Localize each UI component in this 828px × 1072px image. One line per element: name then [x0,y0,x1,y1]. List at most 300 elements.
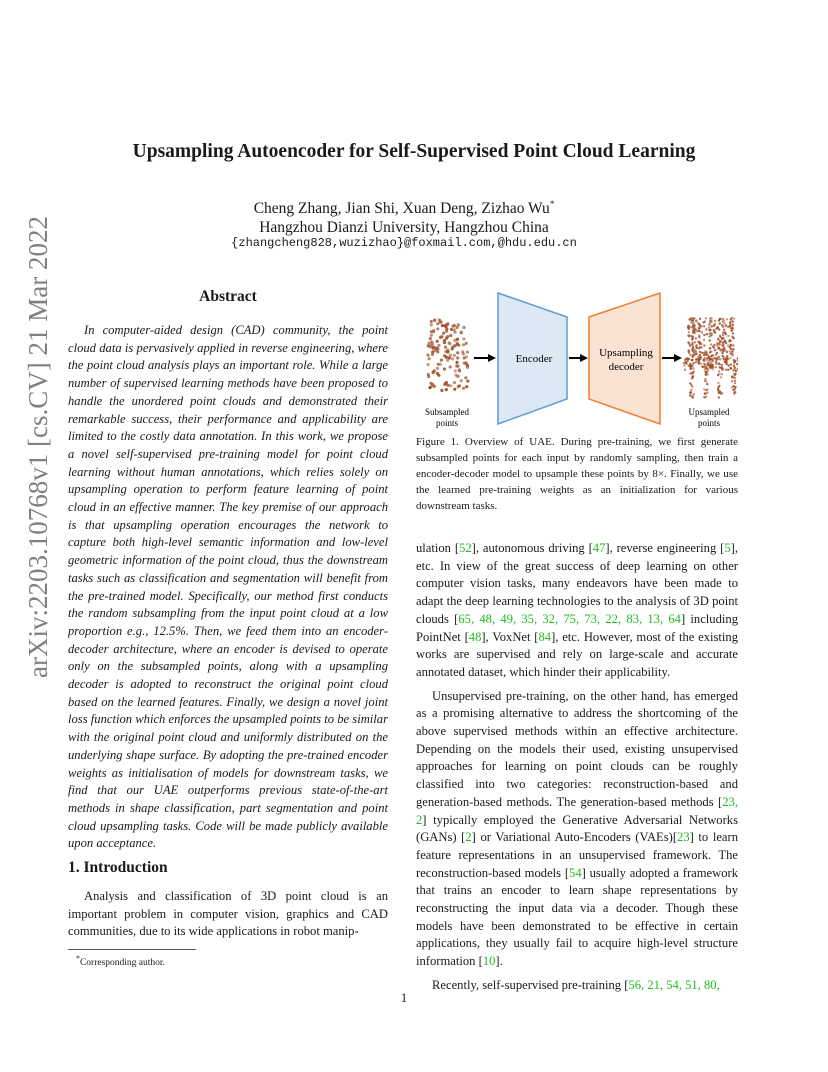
point [692,362,694,364]
point [697,322,699,324]
point [734,382,736,384]
point [465,342,468,345]
point [709,321,711,323]
point [689,344,691,346]
point [709,366,711,368]
point [733,365,735,367]
point [440,359,443,362]
point [445,330,448,333]
point [698,362,700,364]
point [427,363,430,366]
arxiv-identifier: arXiv:2203.10768v1 [cs.CV] 21 Mar 2022 [23,216,53,678]
point [709,317,711,319]
point [722,358,724,360]
point [440,389,443,392]
point [706,368,708,370]
point [430,334,433,337]
point [460,379,463,382]
point [709,329,711,331]
point [432,329,435,332]
author-names: Cheng Zhang, Jian Shi, Xuan Deng, Zizhao Wu [253,200,550,218]
point [692,397,694,399]
point [446,350,449,353]
point [449,334,452,337]
citation-link[interactable]: 23, 2 [416,794,738,827]
point [457,323,460,326]
point [703,354,705,356]
subsampled-label-2: points [435,418,459,428]
point [725,342,727,344]
point [708,323,710,325]
point [691,344,693,346]
point [465,385,468,388]
point [426,354,429,357]
point [727,364,729,366]
point [690,368,692,370]
subsampled-label-1: Subsampled [425,407,469,417]
point [445,388,448,391]
point [726,355,728,357]
point [725,369,727,371]
point [462,387,465,390]
point [684,361,686,363]
point [724,360,726,362]
abstract [68,322,388,853]
point [705,372,707,374]
point [445,381,448,384]
point [704,380,706,382]
point [733,317,735,319]
point [727,344,729,346]
point [455,361,458,364]
encoder-label: Encoder [515,353,553,365]
point [730,318,732,320]
point [703,339,705,341]
point [734,386,736,388]
point [453,388,456,391]
point [688,335,690,337]
point [709,339,711,341]
point [729,340,731,342]
point [696,344,698,346]
upsampled-point-cloud [683,317,738,399]
point [731,353,733,355]
point [456,338,459,341]
point [703,344,705,346]
point [692,331,694,333]
paragraph-2 [416,688,738,971]
point [713,357,715,359]
point [462,326,465,329]
point [704,393,706,395]
point [721,324,723,326]
point [431,353,434,356]
point [706,388,708,390]
point [689,318,691,320]
point [693,393,695,395]
point [705,328,707,330]
point [437,344,440,347]
footnote-text: Corresponding author. [79,958,165,969]
citation-link[interactable]: 84 [538,629,552,644]
point [732,320,734,322]
text-span: ]. [495,954,503,969]
text-span: ] typically employed the Generative Adversarial Networks (GANs) [ [416,812,738,845]
point [441,324,444,327]
point [709,351,711,353]
point [703,325,705,327]
point [696,330,698,332]
point [437,363,440,366]
citation-link[interactable]: 10 [482,954,496,969]
abstract-text: In computer-aided design (CAD) community, the point cloud data is pervasively applied in reverse engineering, where the point cloud analysis plays an important role. While a large number of supervised learning methods have been proposed to handle the unordered point clouds and demonstrated their remarkable success, their performance and applicability are limited to the costly data annotation. In this work, we propose a novel self-supervised pre-training model for point cloud learning without human annotations, which relies solely on upsampling operation to perform feature learning of point cloud in an effective manner. The key premise of our approach is that upsampling operation encourages the network to capture both high-level semantic information and low-level geometric information of the point cloud, thus the downstream tasks such as classification and segmentation will benefit from the pre-trained model. Specifically, our method first conducts the random subsampling from the input point cloud at a low proportion e.g., 12.5%. Then, we feed them into an encoder-decoder architecture, where an encoder is devised to operate only on the subsampled points, along with a upsampling decoder is adopted to reconstruct the original point cloud based on the learned features. Finally, we design a novel joint loss function which enforces the upsampled points to be similar with the original point cloud and uniformly distributed on the underlying shape surface. By adopting the pre-trained encoder weights as initialisation of models for downstream tasks, we find that our UAE outperforms previous state-of-the-art methods in shape classification, part segmentation and point cloud upsampling tasks. Code will be made publicly available upon acceptance. [68,323,388,851]
arrow-head-3 [674,354,682,362]
point [430,323,433,326]
point [730,367,732,369]
point [737,359,738,361]
point [701,331,703,333]
point [431,342,434,345]
point [731,380,733,382]
point [433,319,436,322]
point [691,319,693,321]
point [697,358,699,360]
point [722,342,724,344]
point [732,336,734,338]
point [732,332,734,334]
point [722,337,724,339]
point [694,324,696,326]
point [436,340,439,343]
point [444,324,447,327]
point [691,364,693,366]
point [718,392,720,394]
point [436,322,439,325]
point [466,380,469,383]
point [718,370,720,372]
point [429,337,432,340]
citation-link[interactable]: 47 [592,541,606,555]
point [450,328,453,331]
text-span: ] usually adopted a framework that trains an encoder to learn shape representations by reconstructing the input data via a decoder. Though these models have been demonstrated to be effective in certain applications, they usually fail to acquire high-level structure information [ [416,865,738,969]
citation-link[interactable]: 2 [465,830,472,845]
point [731,376,733,378]
point [712,354,714,356]
decoder-label-line1: Upsampling [599,347,653,359]
point [718,373,720,375]
point [703,396,705,398]
point [683,364,685,366]
point [688,358,690,360]
citation-link[interactable]: 48 [468,629,482,644]
point [436,372,439,375]
affiliation: Hangzhou Dianzi University, Hangzhou China [259,219,549,237]
citation-link[interactable]: 23 [677,830,690,845]
point [695,319,697,321]
point [734,377,736,379]
text-span: ulation [ [416,541,460,555]
author-mark: * [549,199,555,209]
point [730,327,732,329]
point [438,318,441,321]
point [435,347,438,350]
point [736,368,738,370]
point [448,341,451,344]
point [716,342,718,344]
text-span: ] or Variational Auto-Encoders (VAEs)[ [471,830,678,845]
point [433,385,436,388]
point [688,328,690,330]
point [717,326,719,328]
text-span: ], reverse engineering [ [605,541,725,555]
point [458,368,461,371]
point [722,334,724,336]
point [444,346,447,349]
intro-text: Analysis and classification of 3D point cloud is an important problem in computer vision, graphics and CAD communities, due to its wide applications in robot manip- [68,889,388,939]
point [687,360,689,362]
point [439,336,442,339]
point [453,354,456,357]
point [698,330,700,332]
point [436,327,439,330]
figure-caption: Figure 1. Overview of UAE. During pre-training, we first generate subsampled points for each input by randomly sampling, then train a encoder-decoder model to upsample these points by 8×. Finally, we use the learned pre-training weights as an initialization for various downstream tasks. [416,436,738,512]
point [732,348,734,350]
point [718,385,720,387]
email: {zhangcheng828,wuzizhao}@foxmail.com,@hdu.edu.cn [231,236,577,250]
point [428,357,431,360]
point [724,332,726,334]
point [454,369,457,372]
point [712,364,714,366]
point [699,346,701,348]
point [455,341,458,344]
point [712,345,714,347]
point [719,340,721,342]
point [430,320,433,323]
point [737,357,739,359]
point [692,367,694,369]
point [729,322,731,324]
point [710,343,712,345]
point [714,323,716,325]
point [688,326,690,328]
text-span: ], etc. In view of the great success of deep learning on other computer vision tasks, many endeavors have been made to adapt the deep learning technologies to the analysis of 3D point clouds [ [416,541,738,626]
point [691,377,693,379]
point [466,366,469,369]
point [693,348,695,350]
point [454,374,457,377]
point [465,355,468,358]
point [708,327,710,329]
point [730,348,732,350]
figure-1 [416,288,738,430]
author-list [0,195,808,218]
citation-link[interactable]: 5 [724,541,731,555]
point [704,378,706,380]
point [692,375,694,377]
point [718,347,720,349]
point [699,318,701,320]
footnote-mark: * [76,954,80,963]
point [449,354,452,357]
point [707,364,709,366]
point [707,359,709,361]
point [453,381,456,384]
point [445,356,448,359]
point [427,375,430,378]
point [700,363,702,365]
point [454,331,457,334]
text-span: ], autonomous driving [ [471,541,593,555]
point [724,322,726,324]
citation-link[interactable]: 65, 48, 49, 35, 32, 75, 73, 22, 83, 13, 64 [458,611,681,626]
point [713,329,715,331]
point [685,358,687,360]
point [436,367,439,370]
point [688,352,690,354]
point [692,346,694,348]
point [719,322,721,324]
point [464,376,467,379]
point [691,359,693,361]
text-span: Recently, self-supervised pre-training [ [432,977,629,992]
point [442,332,445,335]
point [460,331,463,334]
point [731,323,733,325]
point [449,365,452,368]
point [719,318,721,320]
arrow-head-2 [580,354,588,362]
point [689,391,691,393]
point [455,364,458,367]
point [711,325,713,327]
author-block [0,195,808,237]
point [432,371,435,374]
point [733,392,735,394]
point [451,357,454,360]
arrow-head-1 [488,354,496,362]
point [684,369,686,371]
point [735,370,737,372]
point [696,347,698,349]
point [719,335,721,337]
point [692,372,694,374]
point [689,354,691,356]
point [687,341,689,343]
point [704,368,706,370]
point [707,361,709,363]
point [727,335,729,337]
point [719,366,721,368]
point [443,367,446,370]
point [690,389,692,391]
point [712,368,714,370]
point [449,384,452,387]
point [734,388,736,390]
text-span: ] to learn feature representations in an unsupervised framework. The reconstruction-based models [ [416,830,738,880]
point [721,364,723,366]
point [691,386,693,388]
point [709,362,711,364]
point [456,351,459,354]
abstract-heading: Abstract [199,288,257,305]
page-number: 1 [400,991,408,1005]
point [714,331,716,333]
point [704,320,706,322]
point [726,351,728,353]
point [729,357,731,359]
point [717,338,719,340]
point [445,337,448,340]
point [703,334,705,336]
section-heading: 1. Introduction [68,859,168,876]
point [731,350,733,352]
point [704,352,706,354]
citation-link[interactable]: 54 [569,865,582,880]
point [706,383,708,385]
point [721,373,723,375]
text-span: ], VoxNet [ [481,629,539,644]
point [734,361,736,363]
point [699,351,701,353]
point [703,388,705,390]
point [706,354,708,356]
point [720,393,722,395]
point [461,350,464,353]
point [723,355,725,357]
point [730,345,732,347]
point [698,334,700,336]
point [722,367,724,369]
point [698,327,700,329]
citation-link[interactable]: 56, 21, 54, 51, 80, [628,977,720,992]
point [694,353,696,355]
point [729,325,731,327]
point [705,317,707,319]
point [734,380,736,382]
point [707,391,709,393]
point [443,341,446,344]
text-span: ], etc. However, most of the existing works are supervised and rely on large-scale and accurate annotated dataset, which hinder their applicability. [416,629,738,679]
decoder-label-line2: decoder [608,361,644,373]
point [715,366,717,368]
right-column-text [416,540,738,995]
point [720,376,722,378]
paragraph-1 [416,540,738,682]
point [724,340,726,342]
subsampled-point-cloud [426,318,469,392]
point [464,361,467,364]
upsampled-label-2: points [697,418,721,428]
point [709,347,711,349]
point [466,351,469,354]
text-span: ] including PointNet [ [416,611,738,644]
paper-title: Upsampling Autoencoder for Self-Supervised Point Cloud Learning [132,141,696,162]
point [457,385,460,388]
point [718,343,720,345]
citation-link[interactable]: 52 [459,541,472,555]
point [723,319,725,321]
point [451,325,454,328]
point [456,356,459,359]
point [714,349,716,351]
point [733,373,735,375]
point [715,353,717,355]
point [718,362,720,364]
intro-paragraph [68,888,388,941]
point [694,341,696,343]
point [718,328,720,330]
